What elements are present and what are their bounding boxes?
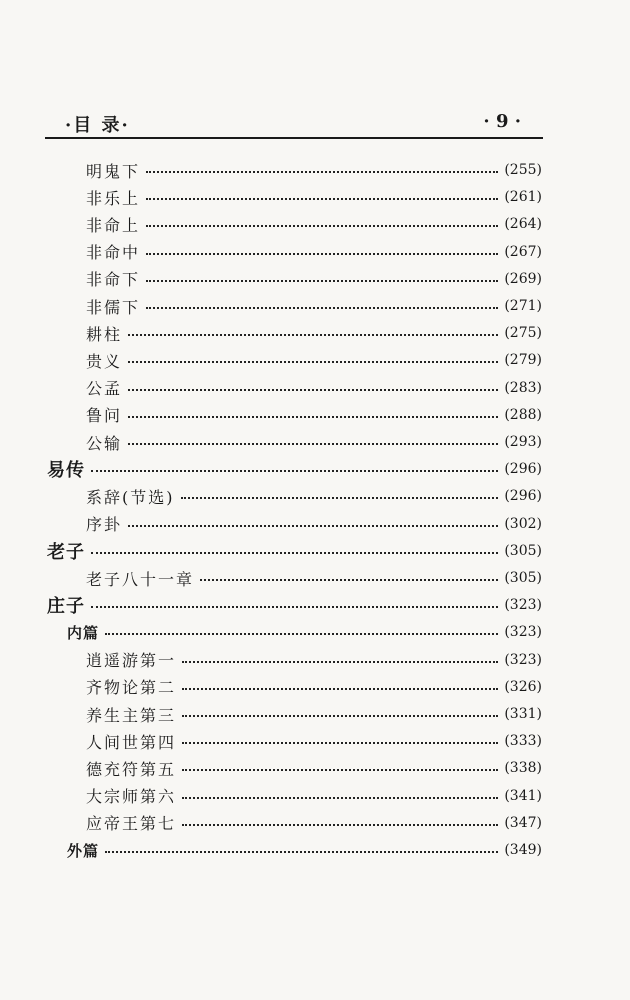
toc-entry[interactable] — [0, 781, 630, 811]
toc-entry[interactable] — [0, 835, 630, 865]
toc-entry[interactable] — [0, 481, 630, 511]
toc-entry-page: (288) — [504, 406, 542, 423]
toc-entry[interactable] — [0, 237, 630, 267]
toc-entry[interactable] — [0, 563, 630, 593]
dot-leader — [182, 715, 498, 717]
toc-entry[interactable] — [0, 753, 630, 783]
toc-entry-page: (305) — [504, 570, 542, 586]
toc-entry[interactable] — [0, 590, 630, 620]
toc-entry-title: 非命中 — [86, 243, 141, 263]
toc-entry-page: (269) — [504, 270, 542, 287]
toc-entry-page: (296) — [504, 488, 542, 505]
toc-entry-title: 序卦 — [86, 515, 123, 535]
dot-leader — [146, 280, 498, 282]
dot-leader — [182, 797, 498, 799]
dot-leader — [182, 769, 498, 771]
toc-entry-page: (323) — [504, 651, 542, 668]
dot-leader — [182, 824, 498, 826]
toc-entry-page: (267) — [504, 243, 542, 260]
dot-leader — [91, 470, 498, 472]
toc-entry[interactable] — [0, 427, 630, 457]
toc-entry[interactable] — [0, 373, 630, 403]
toc-entry-title: 应帝王第七 — [86, 814, 177, 834]
toc-entry-title: 德充符第五 — [86, 759, 177, 779]
toc-entry[interactable] — [0, 400, 630, 430]
toc-entry-title: 非命上 — [86, 215, 141, 235]
dot-leader — [105, 633, 498, 635]
toc-entry-title: 非儒下 — [86, 297, 141, 317]
toc-entry-title: 明鬼下 — [86, 161, 141, 181]
toc-entry-title: 鲁问 — [86, 406, 123, 426]
toc-entry-page: (341) — [504, 787, 542, 804]
toc-entry[interactable] — [0, 808, 630, 838]
toc-entry-title: 非命下 — [86, 270, 141, 290]
toc-entry-title: 耕柱 — [86, 324, 123, 344]
toc-entry-page: (305) — [504, 542, 542, 559]
dot-leader — [105, 851, 498, 853]
toc-entry-page: (349) — [504, 842, 542, 858]
dot-leader — [128, 525, 498, 527]
dot-leader — [182, 742, 498, 744]
toc-entry-title: 大宗师第六 — [86, 787, 177, 807]
toc-entry-title: 逍遥游第一 — [86, 651, 177, 671]
dot-leader — [146, 225, 498, 227]
toc-entry-page: (326) — [504, 678, 542, 695]
toc-entry-title: 系辞(节选) — [86, 487, 175, 507]
dot-leader — [146, 253, 498, 255]
toc-entry-title: 老子 — [47, 541, 85, 563]
toc-entry-page: (261) — [504, 189, 542, 206]
toc-entry-page: (275) — [504, 325, 542, 342]
toc-entry[interactable] — [0, 291, 630, 321]
toc-entry-page: (323) — [504, 597, 542, 614]
toc-entry[interactable] — [0, 454, 630, 484]
toc-entry[interactable] — [0, 182, 630, 212]
toc-entry[interactable] — [0, 209, 630, 239]
toc-entry-page: (283) — [504, 379, 542, 396]
toc-entry-title: 齐物论第二 — [86, 678, 177, 698]
toc-entry-title: 老子八十一章 — [86, 569, 195, 589]
toc-entry-title: 易传 — [47, 460, 85, 482]
toc-entry-title: 养生主第三 — [86, 705, 177, 725]
toc-entry-page: (331) — [504, 706, 542, 722]
toc-entry-page: (338) — [504, 760, 542, 777]
dot-leader — [182, 688, 498, 690]
page-header — [45, 108, 543, 138]
toc-entry-page: (323) — [504, 624, 542, 641]
dot-leader — [128, 443, 498, 445]
toc-entry[interactable] — [0, 345, 630, 375]
dot-leader — [181, 497, 499, 499]
toc-entry-page: (333) — [504, 733, 542, 750]
toc-entry[interactable] — [0, 264, 630, 294]
toc-entry[interactable] — [0, 155, 630, 185]
toc-entry[interactable] — [0, 617, 630, 647]
toc-entry-title: 非乐上 — [86, 188, 141, 208]
toc-entry-page: (347) — [504, 814, 542, 831]
toc-entry[interactable] — [0, 672, 630, 702]
toc-entry-page: (293) — [504, 434, 542, 450]
toc-entry-page: (271) — [504, 298, 542, 314]
header-page-number: · 9 · — [483, 111, 521, 132]
dot-leader — [182, 661, 498, 663]
toc-entry-title: 内篇 — [67, 623, 100, 642]
toc-entry-title: 人间世第四 — [86, 732, 177, 752]
dot-leader — [91, 552, 498, 554]
dot-leader — [128, 361, 498, 363]
toc-entry-title: 公输 — [86, 433, 123, 453]
toc-entry[interactable] — [0, 536, 630, 566]
dot-leader — [128, 334, 498, 336]
header-rule — [45, 137, 543, 139]
toc-entry[interactable] — [0, 645, 630, 675]
toc-entry-page: (296) — [504, 461, 542, 478]
toc-entry-page: (264) — [504, 216, 542, 233]
dot-leader — [146, 198, 498, 200]
toc-entry-title: 公孟 — [86, 379, 123, 399]
header-title: ·目 录· — [65, 115, 130, 136]
toc-entry-page: (279) — [504, 352, 542, 369]
toc-entry-page: (302) — [504, 515, 542, 532]
toc-entry[interactable] — [0, 509, 630, 539]
toc-entry[interactable] — [0, 318, 630, 348]
toc-entry-page: (255) — [504, 162, 542, 178]
dot-leader — [146, 171, 498, 173]
dot-leader — [200, 579, 498, 581]
toc-entry-title: 贵义 — [86, 351, 123, 371]
dot-leader — [91, 606, 498, 608]
dot-leader — [128, 389, 498, 391]
dot-leader — [128, 416, 498, 418]
toc-entry[interactable] — [0, 699, 630, 729]
toc-entry-title: 外篇 — [67, 841, 100, 860]
dot-leader — [146, 307, 498, 309]
toc-entry-title: 庄子 — [47, 596, 85, 618]
toc-entry[interactable] — [0, 726, 630, 756]
